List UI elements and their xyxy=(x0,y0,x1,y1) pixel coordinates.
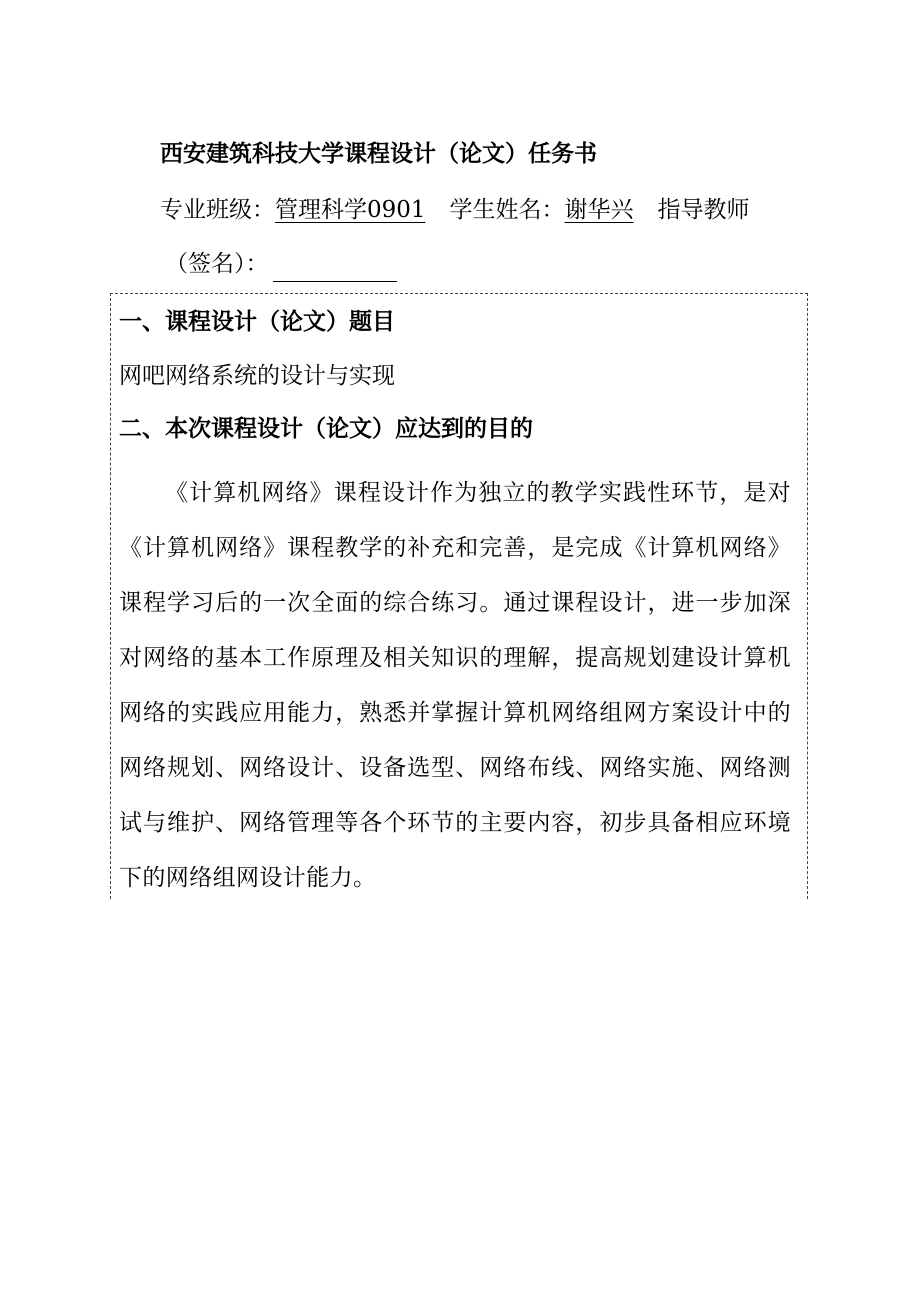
info-line xyxy=(160,192,750,228)
section-1-heading: 一、课程设计（论文）题目 xyxy=(119,308,395,335)
document-title: 西安建筑科技大学课程设计（论文）任务书 xyxy=(160,140,597,167)
major-label: 专业班级： xyxy=(160,197,275,223)
section-1-body: 网吧网络系统的设计与实现 xyxy=(119,363,395,389)
section-2-body: 《计算机网络》课程设计作为独立的教学实践性环节，是对《计算机网络》课程教学的补充和完善，是完成《计算机网络》课程学习后的一次全面的综合练习。通过课程设计，进一步加深对网络的基本工作原理及相关知识的理解，提高规划建设计算机网络的实践应用能力，熟悉并掌握计算机网络组网方案设计中的网络规划、网络设计、设备选型、网络布线、网络实施、网络测试与维护、网络管理等各个环节的主要内容，初步具备相应环境下的网络组网设计能力。 xyxy=(119,480,791,891)
signature-blank xyxy=(273,253,397,282)
advisor-label: 指导教师 xyxy=(657,197,750,223)
student-value: 谢华兴 xyxy=(564,197,634,223)
signature-line xyxy=(165,246,397,282)
student-label: 学生姓名： xyxy=(449,197,565,223)
section-2-heading: 二、本次课程设计（论文）应达到的目的 xyxy=(119,415,533,442)
major-value: 管理科学0901 xyxy=(275,197,426,223)
signature-label: （签名）： xyxy=(165,251,269,277)
